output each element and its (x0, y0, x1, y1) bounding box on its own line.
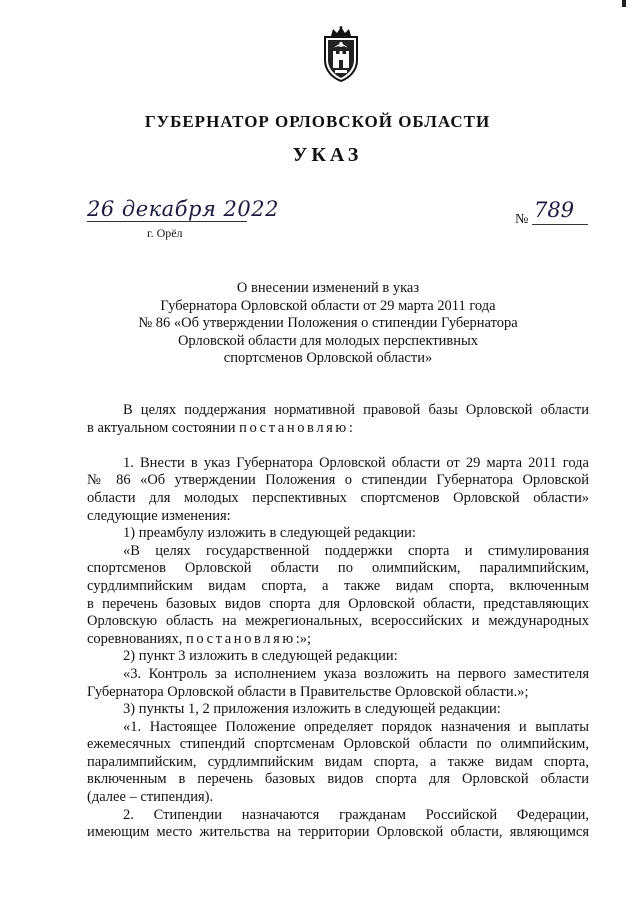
item1-line: следующие изменения: (87, 507, 231, 524)
title-line: спортсменов Орловской области» (223, 350, 433, 367)
sub1-punct: :»; (295, 630, 312, 647)
issuer-heading: ГУБЕРНАТОР ОРЛОВСКОЙ ОБЛАСТИ (144, 112, 491, 131)
title-line: № 86 «Об утверждении Положения о стипендии Губернатора (138, 315, 518, 332)
handwritten-date: 26 декабря 2022 (87, 197, 279, 221)
item1-line: области для молодых перспективных спортсменов Орловской области» (87, 489, 589, 506)
sub2-heading: 2) пункт 3 изложить в следующей редакции: (123, 648, 398, 665)
decree-word: постановляю (239, 419, 349, 436)
title-line: Губернатора Орловской области от 29 марта 2011 года (160, 297, 496, 314)
item1-line: 1. Внести в указ Губернатора Орловской области от 29 марта 2011 года (123, 454, 589, 471)
sub3-line: паралимпийским, сурдлимпийским видам спорта, а также видам спорта, (87, 753, 589, 770)
sub3-line: имеющим место жительства на территории Орловской области, являющимся (87, 824, 589, 841)
intro-punct: : (348, 419, 353, 436)
scan-mark (622, 0, 626, 7)
intro-text: в актуальном состоянии (87, 419, 240, 436)
title-line: Орловской области для молодых перспективных (177, 332, 479, 349)
intro-line: В целях поддержания нормативной правовой базы Орловской области (123, 402, 589, 418)
intro-line-2 (87, 420, 589, 438)
handwritten-number: 789 (534, 198, 575, 222)
sub3-heading: 3) пункты 1, 2 приложения изложить в следующей редакции: (123, 701, 501, 718)
sub1-line: сурдлимпийским видам спорта, а также видам спорта, включенным (87, 577, 589, 594)
sub3-line: включенным в перечень базовых видов спорта для Орловской области (87, 771, 589, 788)
city-label: г. Орёл (147, 226, 183, 240)
sub1-text: соревнованиях, (87, 630, 187, 647)
sub2-line: Губернатора Орловской области в Правительстве Орловской области.»; (87, 683, 529, 700)
title-line: О внесении изменений в указ (236, 280, 420, 296)
date-underline (87, 221, 247, 222)
coat-of-arms-icon (319, 26, 363, 82)
sub1-line: «В целях государственной поддержки спорта и стимулирования (123, 542, 589, 559)
sub1-line: в перечень базовых видов спорта для Орловской области, представляющих (87, 595, 589, 612)
sub1-line-6 (87, 631, 589, 649)
sub1-heading: 1) преамбулу изложить в следующей редакции: (123, 525, 416, 542)
sub3-line: 2. Стипендии назначаются гражданам Российской Федерации, (123, 806, 589, 823)
sub3-line: «1. Настоящее Положение определяет порядок назначения и выплаты (123, 718, 589, 735)
number-underline (532, 224, 588, 225)
decree-word: постановляю (186, 630, 296, 647)
document-type-heading: УКАЗ (292, 144, 363, 166)
sub2-line: «3. Контроль за исполнением указа возложить на первого заместителя (123, 665, 589, 682)
number-label: № (515, 212, 529, 227)
sub3-line: ежемесячных стипендий спортсменам Орловской области по олимпийским, (87, 736, 589, 753)
item1-line: № 86 «Об утверждении Положения о стипендии Губернатора Орловской (87, 472, 589, 489)
sub3-line: (далее – стипендия). (87, 789, 214, 806)
sub1-line: спортсменов Орловской области по олимпийским, паралимпийским, (87, 560, 589, 577)
paragraph-gap (87, 437, 589, 455)
sub1-line: Орловскую область на межрегиональных, всероссийских и международных (87, 613, 589, 630)
document-body (87, 402, 589, 842)
document-title (100, 280, 556, 368)
